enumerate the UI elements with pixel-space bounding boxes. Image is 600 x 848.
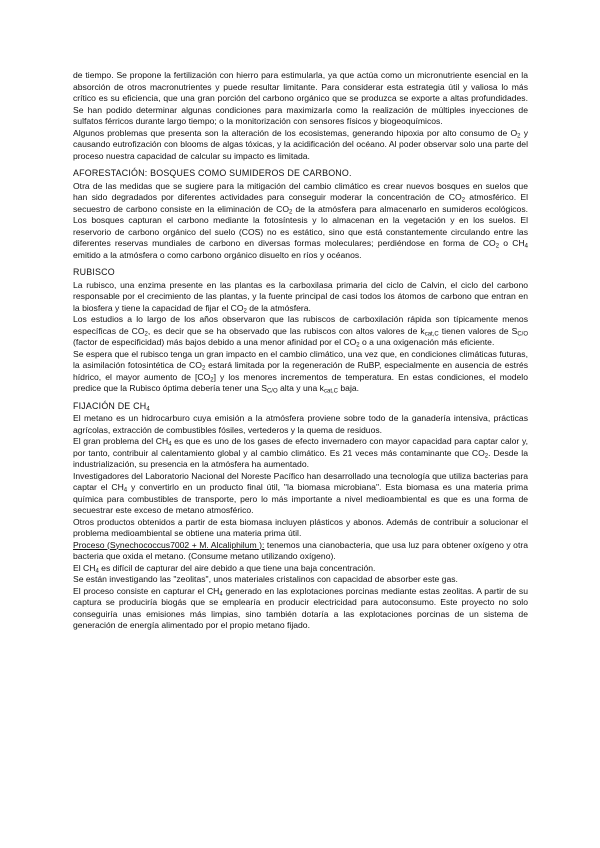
methane-paragraph-6: El $CH_4$ es difícil de capturar del aire debido a que tiene una baja concentración.: [73, 562, 376, 574]
process-paragraph: Proceso (Synechococcus7002 + M. Alcaliphilum ): tenemos una cianobacteria, que usa luz para obtener oxígeno y otra bacteria que oxida el metano. (Consume metano utilizando oxígeno).: [73, 539, 528, 561]
document-page: [73, 70, 528, 632]
capture-process-paragraph: El proceso consiste en capturar el $CH_4$ generado en las explotaciones porcinas mediante estas zeolitas. A partir de su captura se produciría biogás que se emplearía en producir electricidad para autoconsumo. Este proyecto no solo conseguiría unas emisiones más limpias, sino también dotaría a las explotaciones porcinas de un sistema de generación de energía alimentado por el propio metano fijado.: [73, 585, 528, 630]
methane-paragraph-4: Otros productos obtenidos a partir de esta biomasa incluyen plásticos y abonos. Además de contribuir a solucionar el problema medioambiental se obtiene una materia prima útil.: [73, 516, 528, 538]
problems-paragraph: Algunos problemas que presenta son la alteración de los ecosistemas, generando hipoxia por alto consumo de $O_2$ y causando eutrofización con blooms de algas tóxicas, y la acidificación del océano. Al poder observar solo una parte del proceso nuestra capacidad de calcular su impacto es limitada.: [73, 127, 528, 161]
process-label: Proceso (Synechococcus7002 + M. Alcaliphilum ):: [73, 539, 265, 550]
rubisco-paragraph-1: La rubisco, una enzima presente en las plantas es la carboxilasa primaria del ciclo de Calvin, el ciclo del carbono responsable por el crecimiento de las plantas, y la fuente principal de casi todos los átomos de carbono que entran en la biosfera y tiene la capacidad de fijar el $CO_2$ de la atmósfera.: [73, 279, 528, 314]
methane-paragraph-3: Investigadores del Laboratorio Nacional del Noreste Pacífico han desarrollado una tecnología que utiliza bacterias para captar el $CH_4$ y convertirlo en un producto final útil, "la biomasa microbiana". Esta biomasa es una materia prima química para combustibles de transporte, pero lo más importante a nivel medioambiental es que es una forma de secuestrar este exceso de metano atmosférico.: [73, 470, 528, 515]
afforestation-heading: AFORESTACIÓN: BOSQUES COMO SUMIDEROS DE CARBONO.: [73, 168, 352, 178]
rubisco-heading: RUBISCO: [73, 267, 115, 277]
rubisco-paragraph-3: Se espera que el rubisco tenga un gran impacto en el cambio climático, una vez que, en condiciones climáticas futuras, la asimilación fotosintética de $CO_2$ estará limitada por la regeneración de RuBP, especialmente en ausencia de estrés hídrico, el mayor aumento de $[CO_2]$ y los menores incrementos de temperatura. En estas condiciones, el modelo predice que la Rubisco óptima debería tener una $S_{C/O}$ alta y una $k_{cat,C}$ baja.: [73, 348, 529, 395]
methane-paragraph-2: El gran problema del $CH_4$ es que es uno de los gases de efecto invernadero con mayor capacidad para captar calor y, por tanto, contribuir al calentamiento global y al cambio climático. Es 21 veces más contaminante que $CO_2$. Desde la industrialización, su presencia en la atmósfera ha aumentado.: [73, 436, 528, 469]
afforestation-paragraph: Otra de las medidas que se sugiere para la mitigación del cambio climático es crear nuevos bosques en suelos que han sido degradados por diferentes actividades para conseguir moderar la concentración de $CO_2$ atmosférico. El secuestro de carbono consiste en la eliminación de $CO_2$ de la atmósfera para almacenarlo en sumideros ecológicos. Los bosques capturan el carbono mediante la fotosíntesis y lo almacenan en la vegetación y en los suelos. El reservorio de carbono orgánico del suelo (COS) no es estático, sino que está constantemente circulando entre las diferentes reservas mundiales de carbono en diversas formas moleculares; perdiéndose en forma de $CO_2$ o $CH_4$ emitido a la atmósfera o como carbono orgánico disuelto en ríos y océanos.: [73, 180, 529, 260]
methane-paragraph-1: El metano es un hidrocarburo cuya emisión a la atmósfera proviene sobre todo de la ganadería intensiva, prácticas agrícolas, extracción de combustibles fósiles, vertederos y la quema de residuos.: [73, 413, 528, 435]
fertilization-paragraph: de tiempo. Se propone la fertilización con hierro para estimularla, ya que actúa como un micronutriente esencial en la absorción de otros macronutrientes y puede resultar limitante. Para considerar esta estrategia útil y valiosa lo más crítico es su eficiencia, que una gran porción del carbono orgánico que se produzca se exporte a altas profundidades. Se han podido determinar algunas condiciones para maximizarla como la realización de múltiples inyecciones de sulfatos férricos durante largo tiempo; o la monitorización con sensores físicos y biogeoquímicos.: [73, 70, 528, 126]
methane-fixation-heading: FIJACIÓN DE $CH_4$: [73, 400, 150, 412]
zeolites-paragraph: Se están investigando las "zeolitas", unos materiales cristalinos con capacidad de absorber este gas.: [73, 574, 458, 584]
rubisco-paragraph-2: Los estudios a lo largo de los años observaron que las rubiscos de carboxilación rápida son típicamente menos específicas de $CO_2$, es decir que se ha observado que las rubiscos con altos valores de $k_{cat,C}$ tienen valores de $S_{C/O}$ (factor de especificidad) más bajos debido a una menor afinidad por el $CO_2$ o a una oxigenación más eficiente.: [73, 314, 529, 349]
